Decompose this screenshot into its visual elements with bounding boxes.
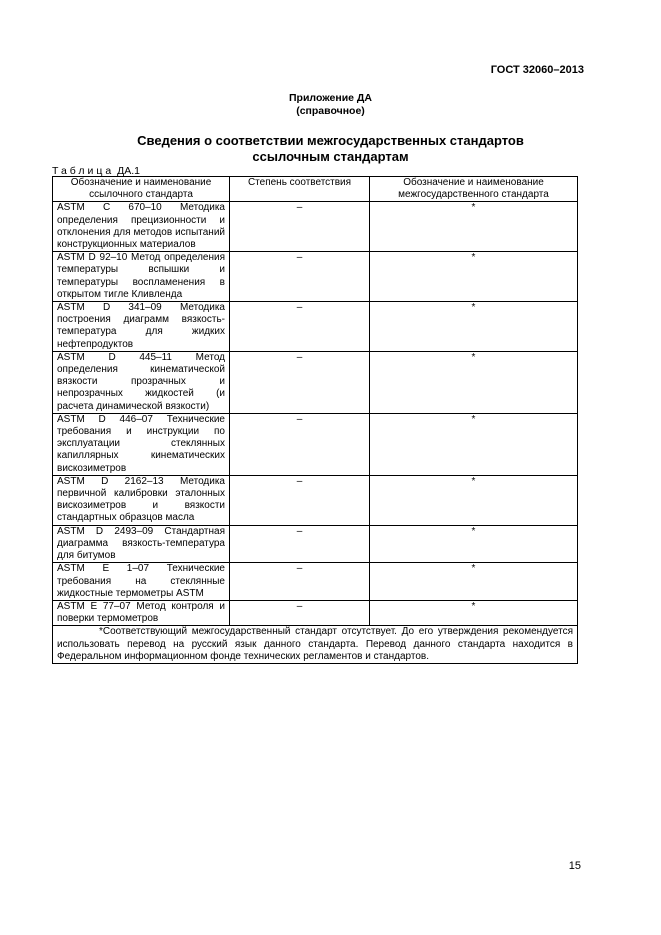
interstate-standard-cell: * xyxy=(370,525,578,563)
page-number: 15 xyxy=(568,860,581,872)
table-row xyxy=(53,563,578,601)
column-header-reference: Обозначение и наименование ссылочного стандарта xyxy=(53,177,230,202)
interstate-standard-cell: * xyxy=(370,351,578,413)
interstate-standard-cell: * xyxy=(370,413,578,475)
table-footnote-row xyxy=(53,626,578,664)
reference-standard-cell: ASTM D 445–11 Метод определения кинематической вязкости прозрачных и непрозрачных жидкостей (и расчета динамической вязкости) xyxy=(53,351,230,413)
degree-cell: – xyxy=(230,351,370,413)
section-title: Сведения о соответствии межгосударственных стандартов ссылочным стандартам xyxy=(137,133,524,164)
reference-standard-cell: ASTM D 446–07 Технические требования и инструкции по эксплуатации стеклянных капиллярных кинематических вискозиметров xyxy=(53,413,230,475)
interstate-standard-cell: * xyxy=(370,600,578,625)
degree-cell: – xyxy=(230,475,370,525)
table-row xyxy=(53,351,578,413)
column-header-degree: Степень соответствия xyxy=(230,177,370,202)
degree-cell: – xyxy=(230,252,370,302)
table-row xyxy=(53,525,578,563)
table-footnote-cell xyxy=(53,626,578,664)
reference-standard-cell: ASTM E 1–07 Технические требования на стеклянные жидкостные термометры ASTM xyxy=(53,563,230,601)
table-caption-label: Таблица xyxy=(52,165,115,177)
interstate-standard-cell: * xyxy=(370,475,578,525)
degree-cell: – xyxy=(230,563,370,601)
document-code: ГОСТ 32060–2013 xyxy=(490,64,584,76)
table-row xyxy=(53,202,578,252)
interstate-standard-cell: * xyxy=(370,302,578,352)
reference-standard-cell: ASTM D 341–09 Методика построения диаграмм вязкость-температура для жидких нефтепродуктов xyxy=(53,302,230,352)
table-row xyxy=(53,302,578,352)
degree-cell: – xyxy=(230,202,370,252)
table-header-row xyxy=(53,177,578,202)
degree-cell: – xyxy=(230,525,370,563)
reference-standard-cell: ASTM D 2493–09 Стандартная диаграмма вязкость-температура для битумов xyxy=(53,525,230,563)
table-row xyxy=(53,252,578,302)
correspondence-table xyxy=(52,176,578,664)
table-footnote: *Соответствующий межгосударственный стандарт отсутствует. До его утверждения рекомендуется использовать перевод на русский язык данного стандарта. Перевод данного стандарта находится в Федеральном информационном фонде технических регламентов и стандартов. xyxy=(57,626,573,662)
annex-heading xyxy=(0,92,661,118)
reference-standard-cell: ASTM D 2162–13 Методика первичной калибровки эталонных вискозиметров и вязкости стандартных образцов масла xyxy=(53,475,230,525)
table-row xyxy=(53,475,578,525)
interstate-standard-cell: * xyxy=(370,252,578,302)
table-row xyxy=(53,600,578,625)
reference-standard-cell: ASTM D 92–10 Метод определения температуры вспышки и температуры воспламенения в открытом тигле Кливленда xyxy=(53,252,230,302)
interstate-standard-cell: * xyxy=(370,202,578,252)
reference-standard-cell: ASTM C 670–10 Методика определения прецизионности и отклонения для методов испытаний конструкционных материалов xyxy=(53,202,230,252)
reference-standard-cell: ASTM E 77–07 Метод контроля и поверки термометров xyxy=(53,600,230,625)
degree-cell: – xyxy=(230,413,370,475)
degree-cell: – xyxy=(230,600,370,625)
annex-title: Приложение ДА xyxy=(289,92,372,104)
column-header-interstate: Обозначение и наименование межгосударственного стандарта xyxy=(370,177,578,202)
annex-subtitle: (справочное) xyxy=(296,105,365,117)
table-row xyxy=(53,413,578,475)
table-caption-number: ДА.1 xyxy=(117,165,140,177)
degree-cell: – xyxy=(230,302,370,352)
interstate-standard-cell: * xyxy=(370,563,578,601)
